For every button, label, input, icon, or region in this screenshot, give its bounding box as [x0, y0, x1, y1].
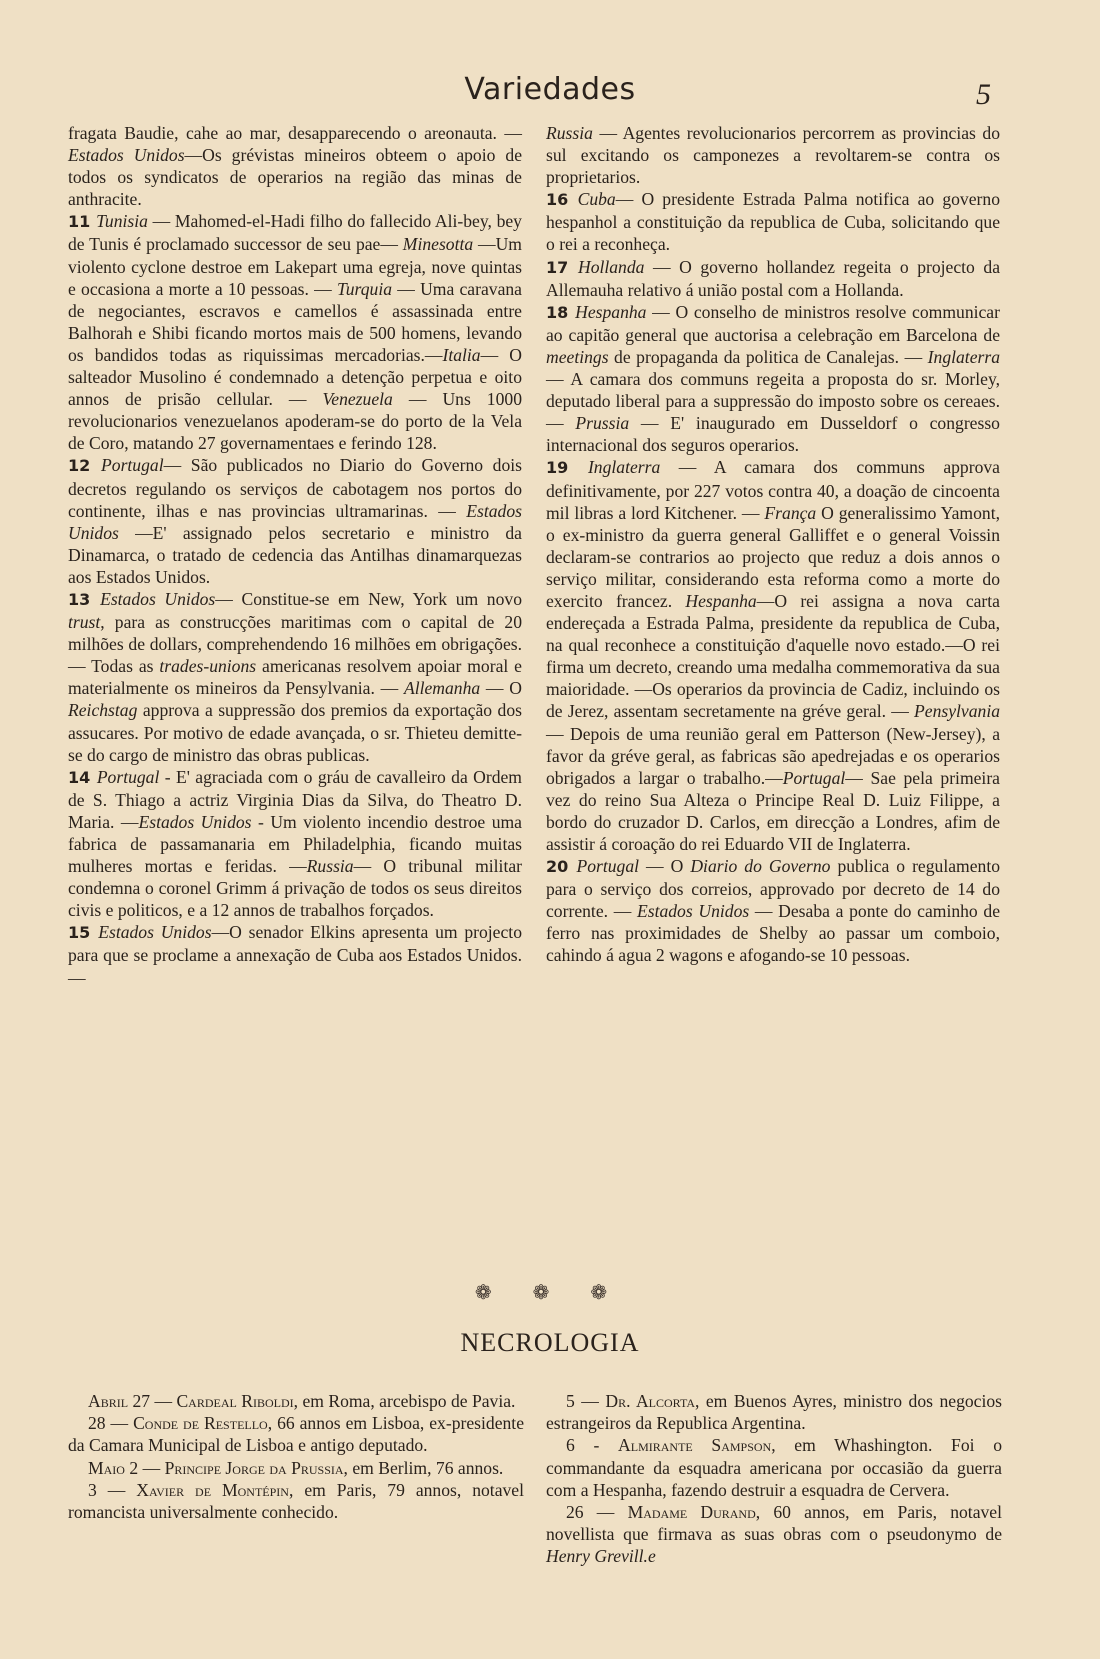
- text-run: , para as construcções maritimas com o capital de 20 milhões de dollars, comprehendendo 16 milhões em obrigações. — Todas as: [68, 612, 522, 677]
- text-run: O generalissimo Yamont, o ex-ministro da guerra general Galliffet e o general Voissin declaram-se contrarios ao projecto que reduz a dois annos o serviço militar, considerando esta reforma como a morte do exercito francez.: [546, 502, 1000, 611]
- text-run: 3 —: [88, 1479, 137, 1500]
- place-name: trust: [68, 612, 101, 633]
- text-run: — Agentes revolucionarios percorrem as provincias do sul excitando os camponezes a revoltarem-se contra os proprietarios.: [546, 123, 1000, 188]
- paragraph: [68, 122, 522, 210]
- text-run: — E' inaugurado em Dusseldorf o congresso internacional dos seguros operarios.: [546, 413, 1000, 456]
- place-name: meetings: [546, 346, 609, 367]
- paragraph: [68, 1479, 524, 1523]
- place-name: Hespanha: [685, 590, 757, 611]
- date-number: 11: [68, 212, 97, 232]
- text-run: —Os grévistas mineiros obteem o apoio de todos os syndicatos de operarios na região das minas de anthracite.: [68, 145, 523, 210]
- place-name: Russia: [546, 123, 593, 143]
- paragraph: [546, 122, 1000, 188]
- right-column: [546, 122, 1000, 967]
- place-name: Cuba: [577, 189, 616, 210]
- paragraph: [68, 454, 522, 588]
- place-name: Hollanda: [577, 256, 645, 277]
- text-run: — Sae pela primeira vez do reino Sua Alteza o Principe Real D. Luiz Filippe, a bordo do cruzador D. Carlos, em direcção a Londres, afim de assistir á coroação do rei Eduardo VII de Inglaterra.: [546, 767, 1000, 854]
- text-run: — O: [639, 856, 691, 877]
- text-run: —O rei assigna a nova carta endereçada a Estrada Palma, presidente da republica de Cuba, na qual reconhece a constituição d'aquelle novo estado.—O rei firma um decreto, creando uma medalha commemorativa da sua maioridade. —Os operarios da provincia de Cadiz, incluindo os de Jerez, assentam secretamente na gréve geral. —: [546, 590, 1000, 722]
- place-name: Italia: [442, 344, 481, 365]
- date-number: 15: [68, 923, 99, 943]
- necrologia-right-column: [546, 1390, 1002, 1568]
- text-run: — O governo hollandez regeita o projecto da Allemauha relativo á união postal com a Hollanda.: [546, 256, 1000, 300]
- paragraph: [68, 766, 522, 922]
- text-run: americanas resolvem apoiar moral e materialmente os mineiros da Pensylvania. —: [68, 656, 522, 699]
- place-name: Estados Unidos: [68, 145, 185, 166]
- text-run: publica o regulamento para o serviço dos correios, approvado por decreto de 14 do corrente. —: [546, 856, 1000, 922]
- place-name: Portugal: [576, 856, 640, 877]
- date-number: 18: [546, 302, 576, 322]
- text-run: 2 —: [124, 1457, 165, 1478]
- place-name: Prussia: [575, 413, 630, 434]
- paragraph: [546, 855, 1000, 966]
- person-name: Cardeal Riboldi: [176, 1391, 294, 1411]
- text-run: - E' agraciada com o gráu de cavalleiro da Ordem de S. Thiago a actriz Virginia Dias da Silva, do Theatro D. Maria. —: [68, 766, 522, 832]
- necrologia-title: NECROLOGIA: [460, 1328, 640, 1357]
- paragraph: [546, 256, 1000, 301]
- place-name: Venezuela: [322, 389, 393, 410]
- text-run: , em Roma, arcebispo de Pavia.: [293, 1391, 516, 1411]
- paragraph: [546, 188, 1000, 255]
- date-number: 16: [546, 190, 578, 210]
- paragraph: [68, 1457, 524, 1479]
- person-name: Maio: [88, 1457, 125, 1478]
- text-run: , em Paris, 79 annos, notavel romancista universalmente conhecido.: [68, 1479, 524, 1523]
- date-number: 20: [546, 857, 577, 877]
- text-run: approva a suppressão dos premios da exportação dos assucares. Por motivo de edade avançada, o sr. Thieteu demitte-se do cargo de ministro das obras publicas.: [68, 700, 522, 765]
- text-run: — Desaba a ponte do caminho de ferro nas proximidades de Shelby ao passar um comboio, cahindo á agua 2 wagons e afogando-se 10 pessoas.: [546, 901, 1001, 966]
- text-run: — Uns 1000 revolucionarios venezuelanos apoderam-se do porto de la Vela de Coro, matando 27 governamentaes e ferindo 128.: [68, 389, 522, 454]
- page-number: 5: [976, 78, 991, 111]
- date-number: 17: [546, 257, 578, 277]
- place-name: França: [764, 502, 817, 523]
- text-run: 6 -: [566, 1435, 619, 1456]
- necrologia-left-column: [68, 1390, 524, 1523]
- text-run: — A camara dos communs approva definitivamente, por 227 votos contra 40, a doação de cincoenta mil libras a lord Kitchener. —: [546, 457, 1000, 523]
- place-name: Tunisia: [96, 211, 148, 232]
- person-name: Abril: [88, 1391, 129, 1411]
- text-run: — Depois de uma reunião geral em Patterson (New-Jersey), a favor da gréve geral, as fabricas são apedrejadas e os operarios obrigados a largar o trabalho.—: [546, 723, 1000, 788]
- person-name: Dr. Alcorta: [605, 1391, 695, 1411]
- text-run: , em Buenos Ayres, ministro dos negocios estrangeiros da Republica Argentina.: [546, 1391, 1003, 1434]
- place-name: Portugal: [96, 766, 160, 787]
- text-run: — O presidente Estrada Palma notifica ao governo hespanhol a constituição da republica de Cuba, solicitando que o rei a reconheça.: [546, 189, 1000, 255]
- text-run: fragata Baudie, cahe ao mar, desapparecendo o areonauta. —: [68, 123, 522, 143]
- person-name: Principe Jorge da Prussia: [164, 1457, 344, 1478]
- paragraph: [546, 301, 1000, 457]
- paragraph: [68, 921, 522, 988]
- running-title: Variedades: [464, 72, 636, 107]
- date-number: 14: [68, 767, 97, 787]
- place-name: Pensylvania: [914, 701, 1000, 722]
- text-run: de propaganda da politica de Canalejas. —: [608, 346, 928, 367]
- place-name: Russia: [306, 856, 354, 877]
- place-name: trades-unions: [159, 656, 257, 677]
- place-name: Portugal: [101, 455, 164, 476]
- place-name: Estados Unidos: [100, 588, 216, 609]
- paragraph: [546, 456, 1000, 855]
- place-name: Inglaterra: [927, 346, 1000, 367]
- text-run: , em Whashington. Foi o commandante da esquadra americana por occasião da guerra com a Hespanha, fazendo destruir a esquadra de Cervera.: [546, 1435, 1003, 1500]
- paragraph: [68, 1390, 524, 1412]
- place-name: Minesotta: [402, 234, 474, 255]
- person-name: Madame Durand: [627, 1502, 756, 1523]
- text-run: , em Berlim, 76 annos.: [343, 1457, 504, 1478]
- text-run: 27 —: [128, 1391, 177, 1411]
- paragraph: [68, 210, 522, 454]
- paragraph: [68, 1412, 524, 1456]
- place-name: Inglaterra: [587, 457, 661, 478]
- text-run: — A camara dos communs regeita a proposta do sr. Morley, deputado liberal para a suppressão do imposto sobre os cereaes. —: [546, 369, 1000, 434]
- text-run: 26 —: [566, 1502, 628, 1523]
- left-column: [68, 122, 522, 989]
- text-run: — Constitue-se em New, York um novo: [215, 588, 522, 609]
- place-name: Estados Unidos: [98, 922, 212, 943]
- text-run: - Um violento incendio destroe uma fabrica de passamanaria em Philadelphia, ficando muitas mulheres mortas e feridas. —: [68, 811, 522, 877]
- place-name: Estados Unidos: [636, 901, 750, 922]
- person-name: Xavier de Montépin: [136, 1479, 289, 1500]
- place-name: Reichstag: [68, 700, 138, 721]
- text-run: —Um violento cyclone destroe em Lakepart uma egreja, nove quintas e occasiona a morte a 10 pessoas. —: [68, 234, 522, 299]
- text-run: — O conselho de ministros resolve communicar ao capitão general que auctorisa a celebração em Barcelona de: [546, 301, 1000, 345]
- text-run: — São publicados no Diario do Governo dois decretos regulando os serviços de cabotagem nos portos do continente, ilhas e nas provincias ultramarinas. —: [68, 455, 522, 521]
- place-name: Diario do Governo: [690, 856, 831, 877]
- section-ornament: ❁ ❁ ❁: [474, 1282, 626, 1304]
- text-run: — O: [480, 678, 522, 699]
- place-name: Portugal: [782, 767, 846, 788]
- paragraph: [546, 1501, 1002, 1568]
- text-run: —E' assignado pelos secretario e ministro da Dinamarca, o tratado de cedencia das Antilhas dinamarquezas aos Estados Unidos.: [68, 522, 522, 587]
- place-name: Henry Grevill.e: [546, 1546, 656, 1567]
- text-run: —O senador Elkins apresenta um projecto para que se proclame a annexação de Cuba aos Estados Unidos.—: [68, 922, 522, 988]
- text-run: , 60 annos, em Paris, notavel novellista que firmava as suas obras com o pseudonymo de: [546, 1502, 1002, 1545]
- text-run: — Mahomed-el-Hadi filho do fallecido Ali-bey, bey de Tunis é proclamado successor de seu pae—: [68, 211, 522, 255]
- place-name: Estados Unidos: [68, 500, 522, 543]
- person-name: Conde de Restello: [133, 1413, 268, 1434]
- text-run: , 66 annos em Lisboa, ex-presidente da Camara Municipal de Lisboa e antigo deputado.: [68, 1413, 524, 1456]
- text-run: 28 —: [88, 1413, 134, 1434]
- text-run: 5 —: [566, 1391, 606, 1411]
- paragraph: [546, 1390, 1002, 1434]
- date-number: 13: [68, 589, 101, 609]
- paragraph: [546, 1434, 1002, 1501]
- person-name: Almirante Sampson: [618, 1435, 772, 1456]
- paragraph: [68, 588, 522, 766]
- text-run: — O salteador Musolino é condemnado a detenção perpetua e oito annos de prisão cellular. —: [68, 344, 522, 410]
- place-name: Estados Unidos: [138, 811, 252, 832]
- place-name: Hespanha: [575, 301, 647, 322]
- place-name: Allemanha: [403, 678, 481, 699]
- text-run: — O tribunal militar condemna o coronel Grimm á privação de todos os seus direitos civis e politicos, e a 12 annos de trabalhos forçados.: [68, 856, 523, 921]
- date-number: 19: [546, 458, 588, 478]
- text-run: — Uma caravana de negociantes, escravos e camellos é assassinada entre Balhorah e Shibi ficando mortos mais de 500 homens, levando os bandidos todas as riquissimas mercadorias.—: [68, 278, 522, 365]
- place-name: Turquia: [336, 278, 393, 299]
- date-number: 12: [68, 456, 102, 476]
